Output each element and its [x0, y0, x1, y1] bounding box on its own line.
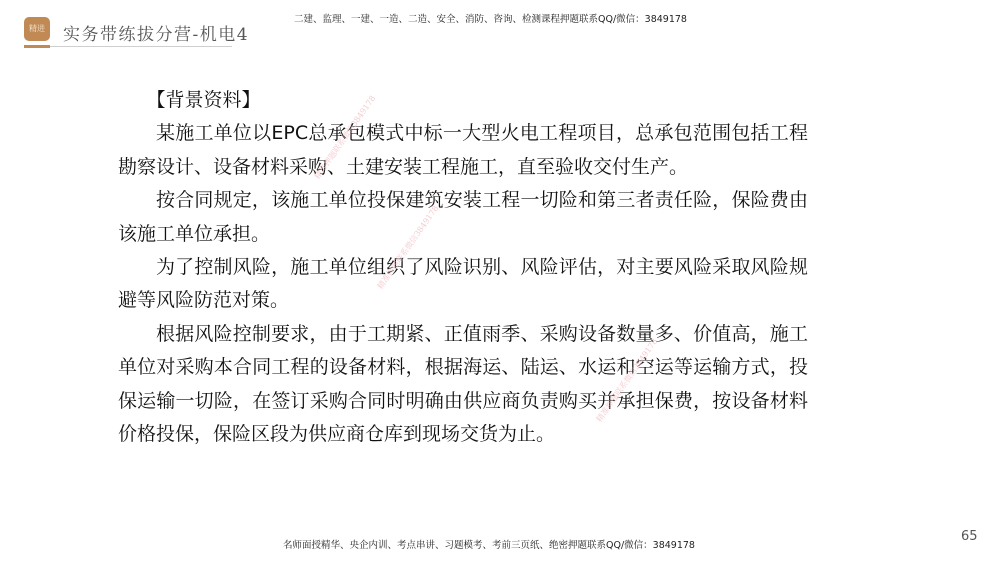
section-heading: 【背景资料】	[146, 89, 261, 111]
title-underline-divider	[50, 46, 232, 47]
page-number: 65	[961, 529, 978, 544]
course-title: 实务带练拔分营-机电4	[63, 25, 250, 45]
paragraph-4: 根据风险控制要求，由于工期紧、正值雨季、采购设备数量多、价值高，施工单位对采购本合同工程的设备材料，根据海运、陆运、水运和空运等运输方式，投保运输一切险，在签订采购合同时明确由供应商负责购买并承担保费，按设备材料价格投保，保险区段为供应商仓库到现场交货为止。	[118, 322, 808, 446]
logo-accent-bar	[24, 45, 50, 48]
paragraph-1: 某施工单位以EPC总承包模式中标一大型火电工程项目，总承包范围包括工程勘察设计、设备材料采购、土建安装工程施工，直至验收交付生产。	[118, 122, 808, 178]
logo-badge: 精进	[24, 17, 50, 41]
bottom-contact-banner: 名师面授精华、央企内训、考点串讲、习题模考、考前三页纸、绝密押题联系QQ/微信：3849178	[283, 540, 695, 551]
top-contact-banner: 二建、监理、一建、一造、二造、安全、消防、咨询、检测课程押题联系QQ/微信：3849178	[294, 14, 687, 25]
watermark-text: 精准押题联系微信3849178	[312, 93, 378, 181]
slide-content	[118, 84, 808, 451]
watermark-text: 精准押题联系微信3849178	[375, 203, 441, 291]
paragraph-3: 为了控制风险，施工单位组织了风险识别、风险评估，对主要风险采取风险规避等风险防范对策。	[118, 256, 808, 312]
paragraph-2: 按合同规定，该施工单位投保建筑安装工程一切险和第三者责任险，保险费由该施工单位承担。	[118, 189, 808, 245]
watermark-text: 精准押题联系微信3849178	[594, 336, 660, 424]
